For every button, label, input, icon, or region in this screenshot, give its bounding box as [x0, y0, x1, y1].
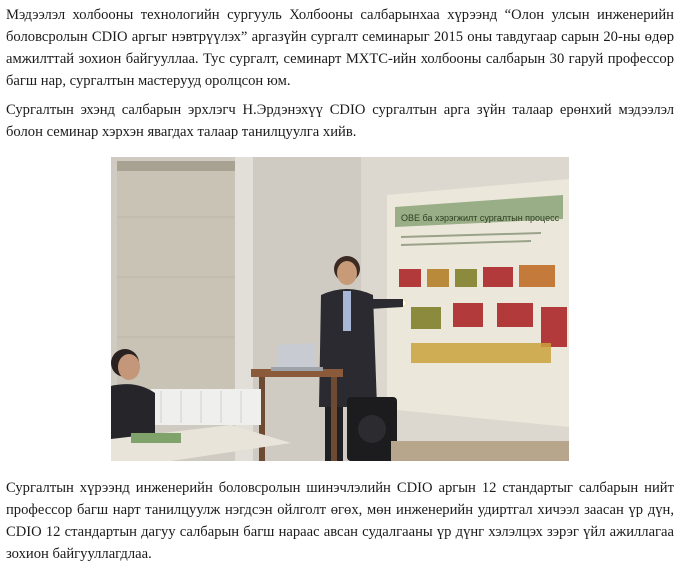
- paragraph-opening: Сургалтын эхэнд салбарын эрхлэгч Н.Эрдэнэхүү CDIO сургалтын арга зүйн талаар ерөнхий мэдээлэл болон семинар хэрхэн явагдах талаар танилцуулга хийв.: [6, 102, 674, 140]
- slide-box: [427, 269, 449, 287]
- seminar-photo: [111, 157, 569, 461]
- slide-box: [399, 269, 421, 287]
- slide-box: [519, 265, 555, 287]
- paragraph-summary: Сургалтын хүрээнд инженерийн боловсролын шинэчлэлийн CDIO аргын 12 стандартыг салбарын нийт профессор багш нарт танилцуулж нэгдсэн ойлголт өгөх, мөн инженерийн удиртгал хичээл заасан үр дүн, CDIO 12 стандартын дагуу салбарын багш нараас авсан судалгааны үр дүнг хэлэлцэх зэрэг үйл ажиллагаа зохион байгууллагдлаа.: [6, 480, 674, 562]
- slide-box: [455, 269, 477, 287]
- paragraph-intro: Мэдээлэл холбооны технологийн сургууль Холбооны салбарынхаа хүрээнд “Олон улсын инженерийн боловсролын CDIO аргыг нэвтрүүлэх” аргазүйн сургалт семинарыг 2015 оны тавдугаар сарын 20-ны өдөр амжилттай зохион байгууллаа. Тус сургалт, семинарт МХТС-ийн холбооны салбарын 30 гаруй профессор багш нар, сургалтын мастерууд оролцсон юм.: [6, 7, 674, 89]
- slide-title: OBE ба хэрэгжилт сургалтын процесс: [401, 213, 560, 223]
- slide-box: [483, 267, 513, 287]
